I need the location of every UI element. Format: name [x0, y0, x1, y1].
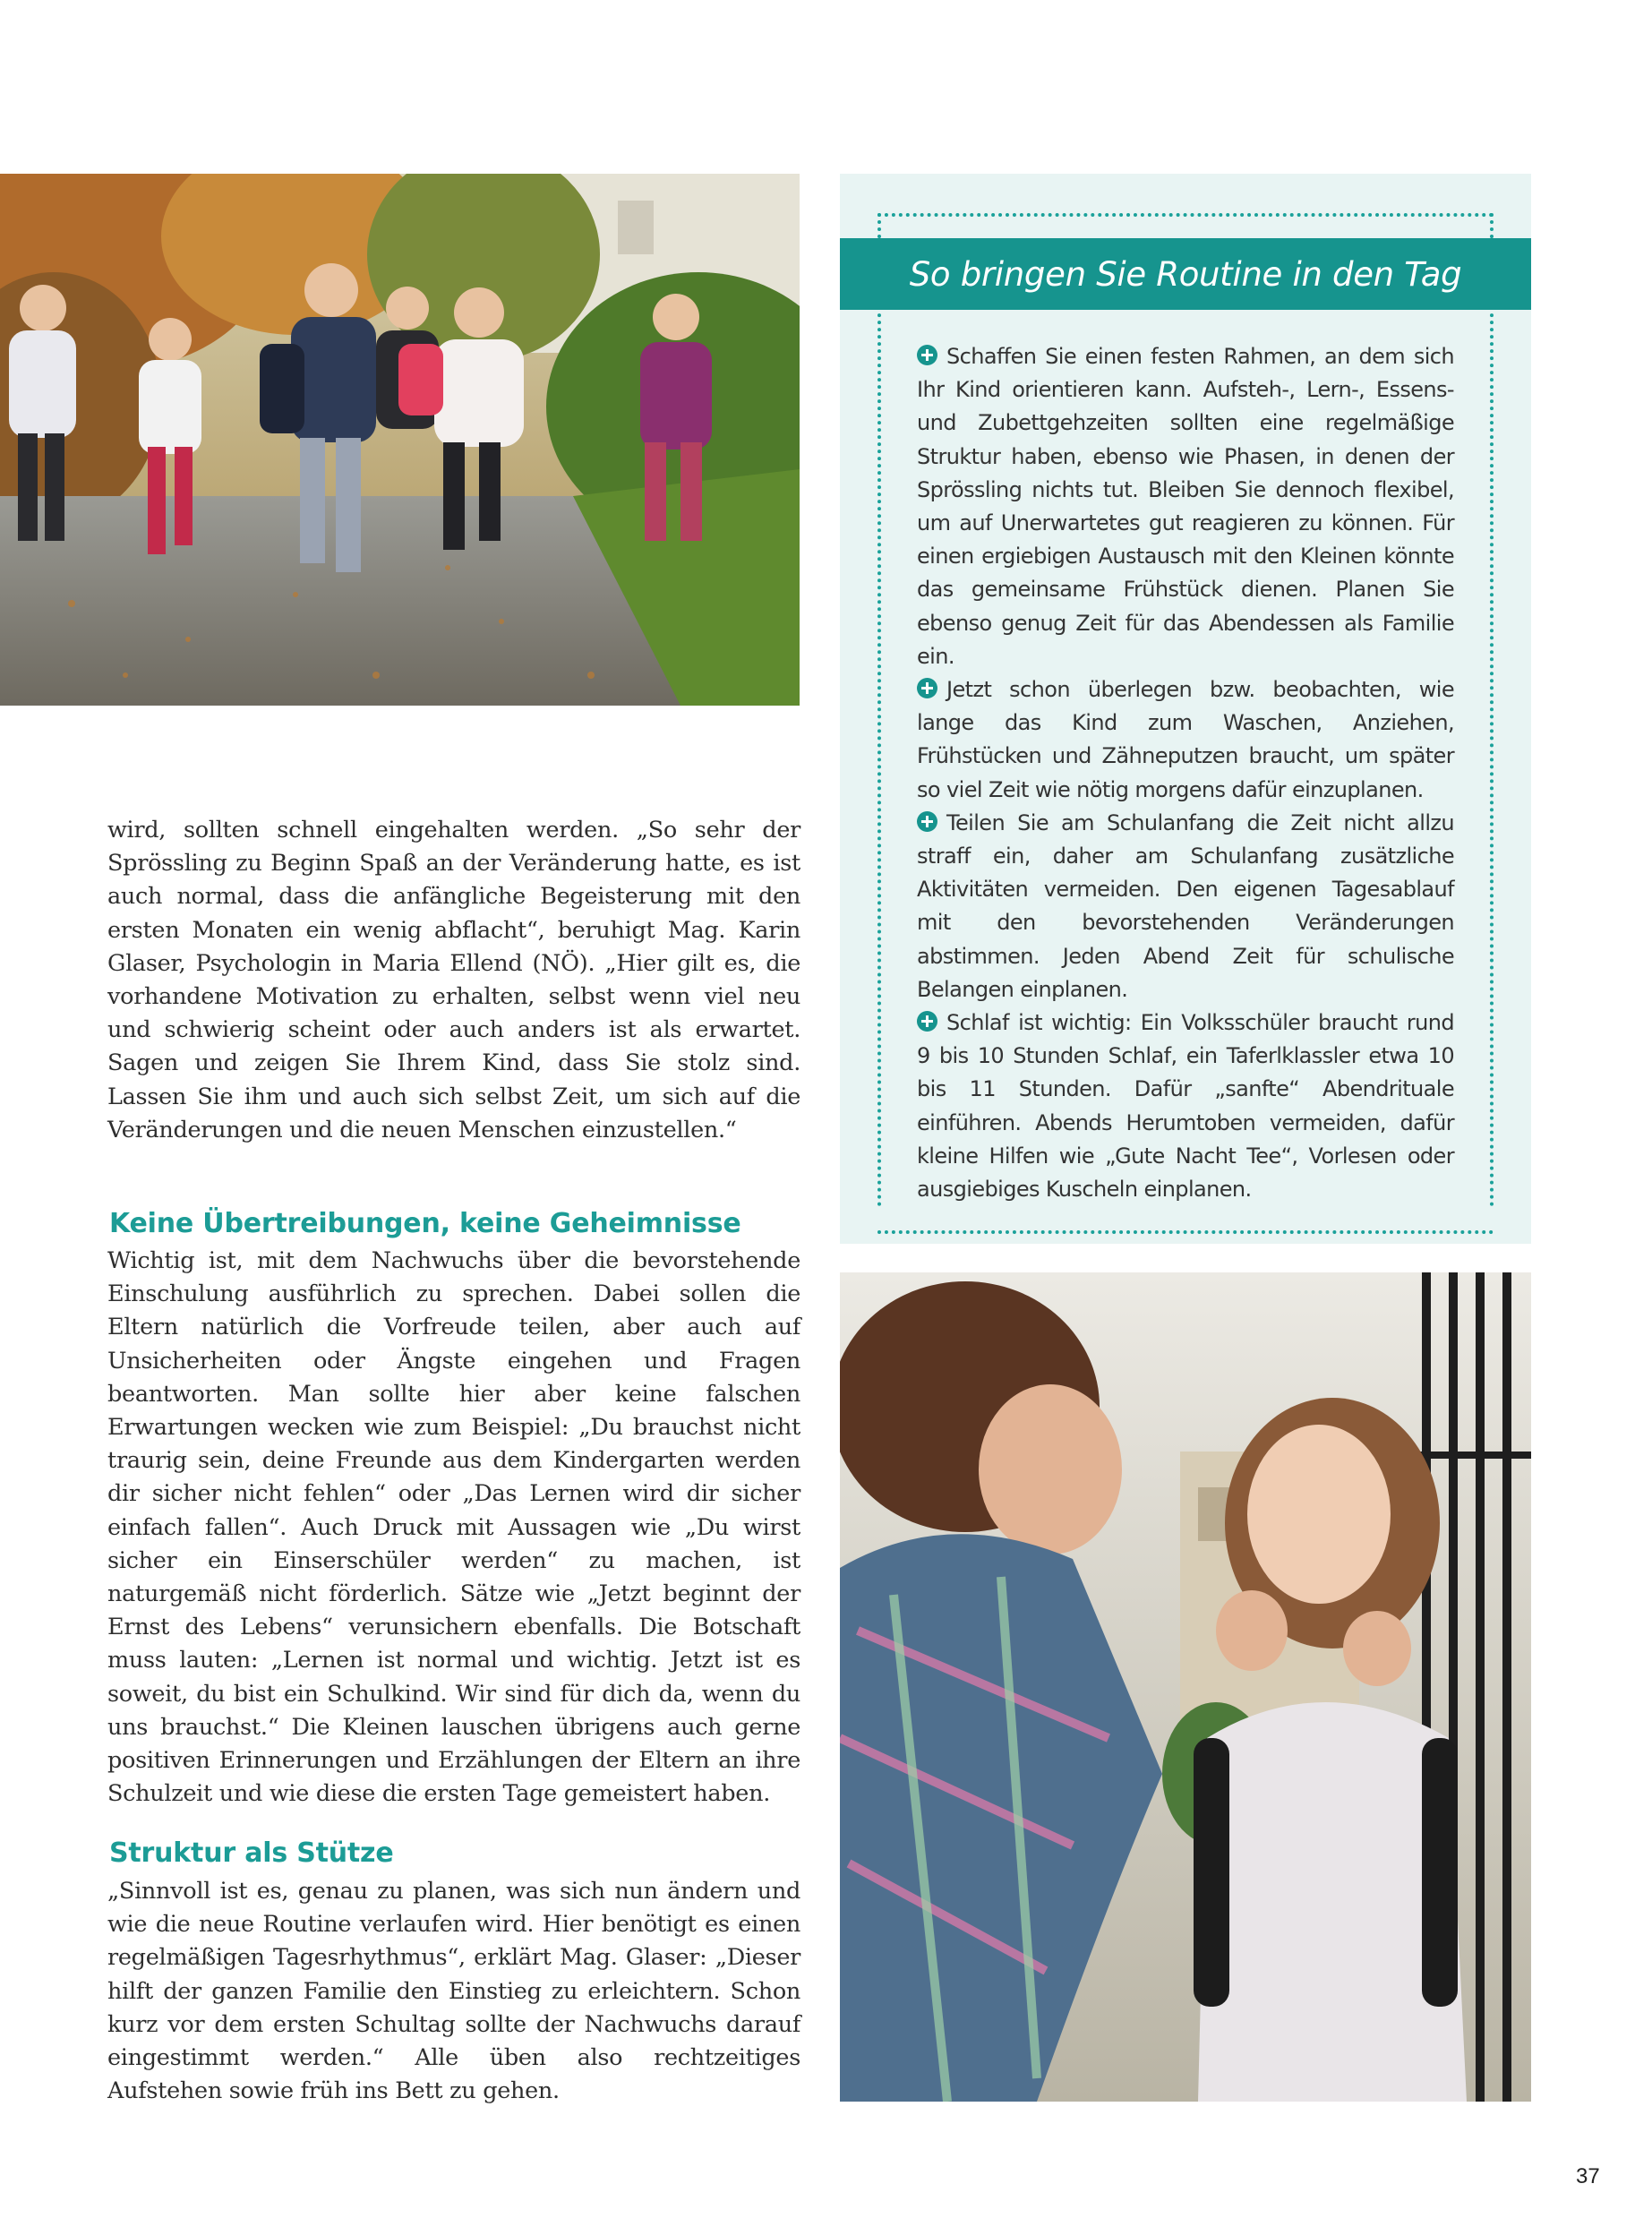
tip-item	[917, 340, 1454, 673]
children-running-photo	[0, 174, 800, 706]
section1-text: Wichtig ist, mit dem Nachwuchs über die bevorstehende Einschulung ausführlich zu sprechen. Dabei sollen die Eltern natürlich die Vorfreude teilen, aber auch auf Unsicherheiten oder Ängste eingehen und Fragen beantworten. Man sollte hier aber keine falschen Erwartungen wecken wie zum Beispiel: „Du brauchst nicht traurig sein, deine Freunde aus dem Kindergarten werden dir sicher nicht fehlen“ oder „Das Lernen wird dir sicher einfach fallen“. Auch Druck mit Aussagen wie „Du wirst sicher ein Einserschüler werden“ zu machen, ist naturgemäß nicht förderlich. Sätze wie „Jetzt beginnt der Ernst des Lebens“ verunsichern ebenfalls. Die Botschaft muss lauten: „Lernen ist normal und wichtig. Jetzt ist es soweit, du bist ein Schulkind. Wir sind für dich da, wenn du uns brauchst.“ Die Kleinen lauschen übrigens auch gerne positiven Erinnerungen und Erzählungen der Eltern an ihre Schulzeit und wie diese die ersten Tage gemeistert haben.	[107, 1247, 800, 1808]
intro-text: wird, sollten schnell eingehalten werden. „So sehr der Sprössling zu Beginn Spaß an der Veränderung hatte, es ist auch normal, dass die anfängliche Begeisterung mit den ersten Monaten ein wenig abflacht“, beruhigt Mag. Karin Glaser, Psychologin in Maria Ellend (NÖ). „Hier gilt es, die vorhandene Motivation zu erhalten, selbst wenn viel neu und schwierig scheint oder auch anders ist als erwartet. Sagen und zeigen Sie Ihrem Kind, dass Sie stolz sind. Lassen Sie ihm und auch sich selbst Zeit, um sich auf die Veränderungen und die neuen Menschen einzustellen.“	[107, 817, 800, 1143]
dotted-border-bottom	[877, 1230, 1494, 1234]
section-paragraph	[107, 1875, 800, 2108]
dotted-border-left	[877, 213, 881, 1207]
page-number: 37	[1576, 2164, 1600, 2188]
routine-tips-box	[840, 174, 1531, 1244]
tip-text: Schaffen Sie einen festen Rahmen, an dem sich Ihr Kind orientieren kann. Aufsteh-, Lern-, Essens- und Zubettgehzeiten sollten eine regelmäßige Struktur haben, ebenso wie Phasen, in denen der Sprössling nichts tut. Bleiben Sie dennoch flexibel, um auf Unerwartetes gut reagieren zu können. Für einen ergiebigen Austausch mit den Kleinen könnte das gemeinsame Frühstück dienen. Planen Sie ebenso genug Zeit für das Abendessen als Familie ein.	[917, 344, 1454, 669]
tip-item	[917, 1006, 1454, 1206]
tip-text: Jetzt schon überlegen bzw. beobachten, wie lange das Kind zum Waschen, Anziehen, Frühstücken und Zähneputzen braucht, um später so viel Zeit wie nötig morgens dafür einzuplanen.	[917, 677, 1454, 802]
tip-item	[917, 673, 1454, 807]
section-paragraph	[107, 1245, 800, 1811]
box-content	[917, 340, 1454, 1206]
section-heading: Keine Übertreibungen, keine Geheimnisse	[109, 1208, 741, 1239]
tip-item	[917, 807, 1454, 1006]
intro-paragraph	[107, 814, 800, 1147]
box-header	[840, 238, 1531, 310]
section2-text: „Sinnvoll ist es, genau zu planen, was sich nun ändern und wie die neue Routine verlaufen wird. Hier benötigt es einen regelmäßigen Tagesrhythmus“, erklärt Mag. Glaser: „Dieser hilft der ganzen Familie den Einstieg zu erleichtern. Schon kurz vor dem ersten Schultag sollte der Nachwuchs darauf eingestimmt werden.“ Alle üben also rechtzeitiges Aufstehen sowie früh ins Bett zu gehen.	[107, 1878, 800, 2105]
dotted-border-right	[1490, 213, 1494, 1207]
box-title: So bringen Sie Routine in den Tag	[909, 254, 1462, 294]
section-heading: Struktur als Stütze	[109, 1837, 394, 1869]
plus-circle-icon	[917, 1011, 937, 1032]
plus-circle-icon	[917, 345, 937, 365]
plus-circle-icon	[917, 678, 937, 698]
tip-text: Schlaf ist wichtig: Ein Volksschüler braucht rund 9 bis 10 Stunden Schlaf, ein Taferlklassler etwa 10 bis 11 Stunden. Dafür „sanfte“ Abendrituale einführen. Abends Herumtoben vermeiden, dafür kleine Hilfen wie „Gute Nacht Tee“, Vorlesen oder ausgiebiges Kuscheln einplanen.	[917, 1010, 1454, 1203]
mother-and-daughter-photo	[840, 1272, 1531, 2102]
tip-text: Teilen Sie am Schulanfang die Zeit nicht allzu straff ein, daher am Schulanfang zusätzliche Aktivitäten vermeiden. Den eigenen Tagesablauf mit den bevorstehenden Veränderungen abstimmen. Jeden Abend Zeit für schulische Belangen einplanen.	[917, 809, 1454, 1002]
dotted-border-top	[877, 213, 1494, 217]
plus-circle-icon	[917, 811, 937, 832]
